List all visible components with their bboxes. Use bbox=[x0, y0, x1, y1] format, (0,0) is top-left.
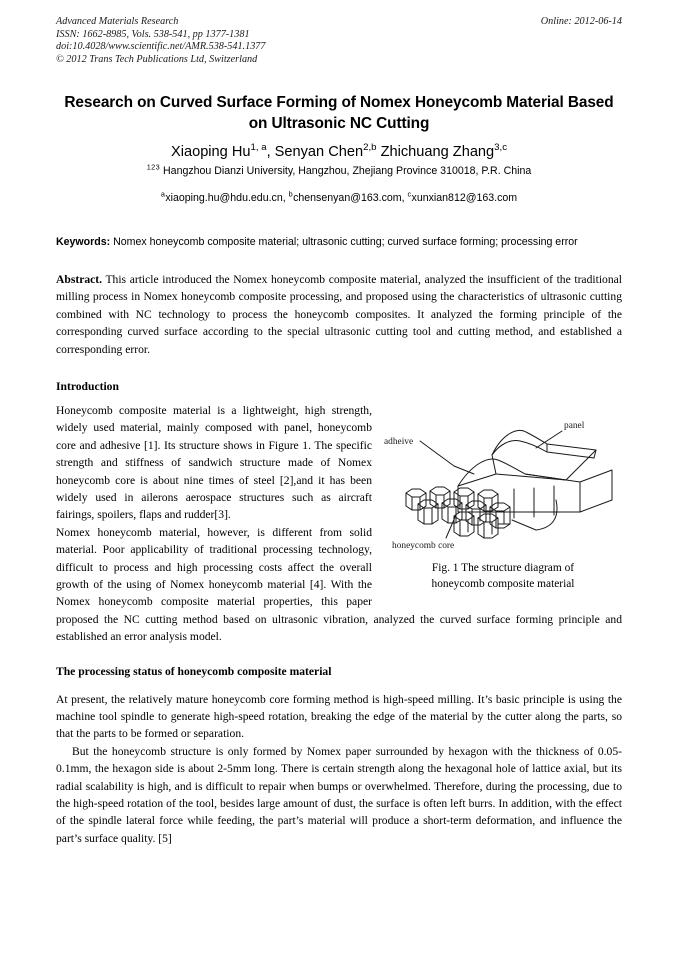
figure-1 bbox=[384, 408, 622, 593]
author-3-name: Zhichuang Zhang bbox=[380, 144, 495, 161]
keywords-block bbox=[56, 234, 622, 252]
figure-caption-line-1: Fig. 1 The structure diagram of bbox=[431, 561, 575, 574]
introduction-body bbox=[56, 402, 622, 646]
issn-line: ISSN: 1662-8985, Vols. 538-541, pp 1377-1381 bbox=[56, 28, 250, 40]
figure-label-adhesive: adheive bbox=[384, 436, 414, 447]
email-list bbox=[56, 191, 622, 205]
introduction-paragraph-1: Honeycomb composite material is a lightweight, high strength, widely used material, mainly composed with panel, honeycomb core and adhesive [1]. Its structure shows in Figure 1. The specific strength and stiffness of sandwich structure made of Nomex honeycomb core is about nine times of steel [2],and it has been widely used in ailerons aerospace structures such as aircraft fairings, spoilers, flaps and rudder[3]. bbox=[56, 403, 372, 522]
copyright-line: © 2012 Trans Tech Publications Ltd, Switzerland bbox=[56, 53, 258, 65]
abstract-block bbox=[56, 271, 622, 358]
journal-name: Advanced Materials Research bbox=[56, 16, 179, 27]
email-b: chensenyan@163.com, bbox=[293, 192, 408, 205]
author-1-name: Xiaoping Hu bbox=[170, 144, 251, 161]
section-heading-processing-status: The processing status of honeycomb composite material bbox=[56, 664, 332, 678]
abstract-label: Abstract. bbox=[56, 272, 103, 286]
figure-caption-line-2: honeycomb composite material bbox=[431, 578, 575, 591]
journal-header bbox=[56, 16, 622, 66]
email-b-superscript: b bbox=[288, 189, 294, 199]
introduction-paragraph-2: Nomex honeycomb material, however, is different from solid material. Poor applicability of traditional processing technology, difficult to process and high processing costs affect the overall growth of the using of Nomex honeycomb material [4]. With the Nomex honeycomb composite material properties, this paper proposed the NC cutting method based on ultrasonic vibration, analyzed the curved surface forming principle and established an error analysis model. bbox=[56, 525, 622, 644]
processing-status-paragraph-2: But the honeycomb structure is only formed by Nomex paper surrounded by hexagon with the thickness of 0.05-0.1mm, the hexagon side is about 2-5mm long. There is certain strength along the hexagonal hole of lattice axial, but its radial scalability is high, and is difficult to repair when bumps or overwhelmed. Therefore, during the processing, due to the high-speed rotation of the tool, besides large amount of dust, the surface is often left burrs. In addition, with the effect of the spindle lateral force while feeding, the part’s material will produce a short-term deformation, and influence the part’s surface quality. [5] bbox=[56, 744, 622, 845]
keywords-text: Nomex honeycomb composite material; ultrasonic cutting; curved surface forming; processing error bbox=[110, 236, 578, 249]
doi-line: doi:10.4028/www.scientific.net/AMR.538-541.1377 bbox=[56, 41, 266, 53]
figure-label-panel: panel bbox=[564, 420, 585, 431]
affiliation-text: Hangzhou Dianzi University, Hangzhou, Zhejiang Province 310018, P.R. China bbox=[163, 165, 532, 178]
keywords-label: Keywords: bbox=[56, 236, 111, 249]
email-c: xunxian812@163.com bbox=[411, 192, 518, 205]
abstract-text: This article introduced the Nomex honeycomb composite material, analyzed the insufficient of the traditional milling process in Nomex honeycomb composite processing, and proposed using the characteristics of ultrasonic cutting combined with NC technology to process the honeycomb composites. It analyzed the forming principle of the corresponding curved surface according to the special ultrasonic cutting tool and cutting method, and established a corresponding error. bbox=[56, 272, 622, 356]
section-heading-introduction: Introduction bbox=[56, 379, 119, 393]
affiliation bbox=[56, 164, 622, 178]
title-line-2: Based on Ultrasonic NC Cutting bbox=[248, 94, 614, 133]
page-content bbox=[56, 16, 622, 847]
affiliation-superscript: 123 bbox=[146, 162, 161, 172]
author-3-superscript: 3,c bbox=[494, 142, 508, 154]
author-2-superscript: 2,b bbox=[363, 142, 377, 154]
author-list bbox=[56, 143, 622, 161]
title-line-1: Research on Curved Surface Forming of Nomex Honeycomb Material bbox=[64, 94, 564, 112]
email-a-superscript: a bbox=[160, 189, 166, 199]
email-a: xiaoping.hu@hdu.edu.cn, bbox=[165, 192, 289, 205]
author-1-superscript: 1, a bbox=[250, 142, 267, 154]
online-date: Online: 2012-06-14 bbox=[540, 16, 622, 27]
author-2-name: Senyan Chen bbox=[274, 144, 364, 161]
author-separator-1: , bbox=[266, 144, 275, 161]
page-title bbox=[56, 92, 622, 134]
honeycomb-structure-diagram bbox=[384, 408, 622, 558]
figure-caption bbox=[384, 560, 622, 593]
processing-status-paragraph-1: At present, the relatively mature honeycomb core forming method is high-speed milling. It’s basic principle is using the machine tool spindle to generate high-speed rotation, breaking the edge of the material by the cutter along the parts, so that the parts to be formed or separation. bbox=[56, 692, 622, 741]
email-c-superscript: c bbox=[407, 189, 412, 199]
figure-label-honeycomb-core: honeycomb core bbox=[392, 540, 455, 551]
